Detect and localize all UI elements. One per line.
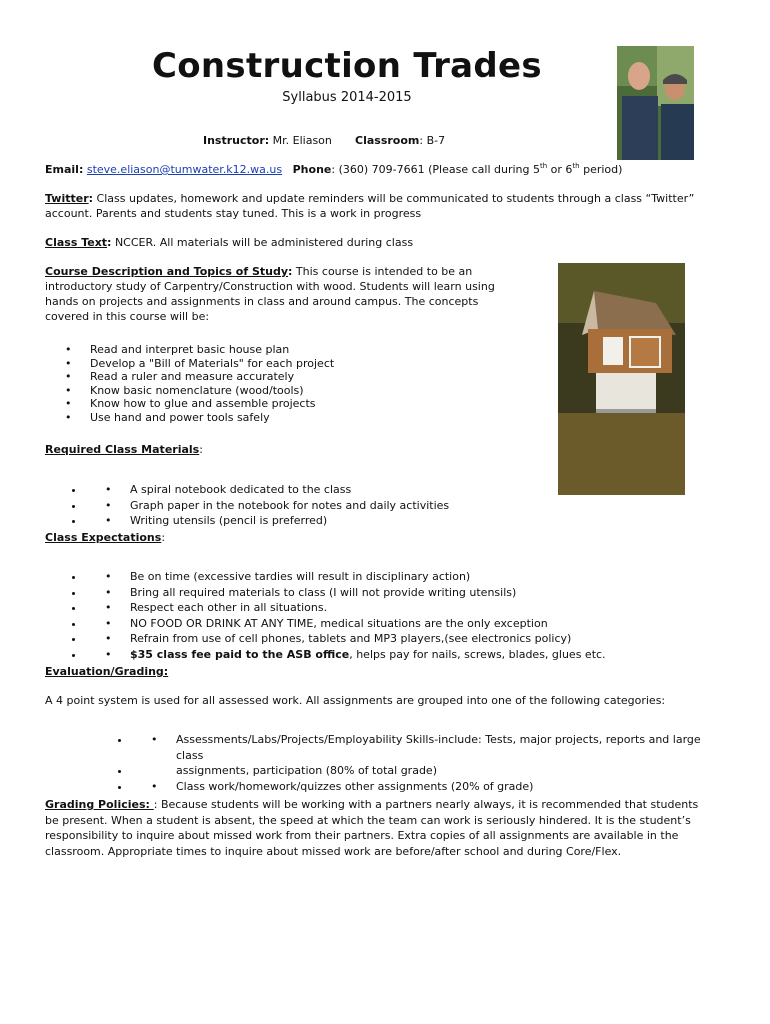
list-item: • • Be on time (excessive tardies will result in disciplinary action): [85, 569, 735, 585]
materials-heading: Required Class Materials:: [45, 443, 203, 456]
evaluation-label: Evaluation/Grading:: [45, 665, 169, 678]
materials-label: Required Class Materials: [45, 443, 200, 456]
list-item: • • A spiral notebook dedicated to the class: [85, 482, 525, 498]
phone-label: Phone: [292, 163, 332, 176]
grading-line-1: Grading Policies: : Because students will be working with a partners nearly always, it is recommended that students: [45, 798, 699, 811]
list-item: • Develop a "Bill of Materials" for each project: [65, 356, 335, 370]
phone-sup-1: th: [539, 162, 548, 170]
instructor-label: Instructor:: [203, 134, 270, 147]
contact-line: [45, 162, 622, 177]
fee-bold: $35 class fee paid to the ASB office: [130, 647, 350, 661]
expectations-list: [45, 558, 735, 673]
class-text-label: Class Text: [45, 236, 108, 249]
course-line-3: hands on projects and assignments in class and around campus. The concepts: [45, 295, 479, 308]
grading-line-4: classroom. Appropriate times to inquire about missed work are before/after school and during Core/Flex.: [45, 844, 622, 858]
list-item: • Use hand and power tools safely: [65, 410, 270, 424]
twitter-text-1: Class updates, homework and update reminders will be communicated to students through a class “Twitter”: [93, 192, 695, 205]
list-item: • • Class work/homework/quizzes other assignments (20% of grade): [131, 779, 731, 795]
phone-end: period): [579, 163, 623, 176]
course-line-1: Course Description and Topics of Study: This course is intended to be an: [45, 265, 473, 278]
course-description-label: Course Description and Topics of Study: [45, 265, 289, 278]
topics-list: [45, 343, 525, 424]
grading-policies: [45, 797, 745, 859]
page-subtitle: Syllabus 2014-2015: [282, 90, 412, 105]
evaluation-heading: [45, 664, 168, 679]
classroom-line: [355, 133, 445, 148]
course-line-4: covered in this course will be:: [45, 310, 210, 323]
course-line-2: introductory study of Carpentry/Construction with wood. Students will learn using: [45, 280, 495, 293]
twitter-line-2: account. Parents and students stay tuned. This is a work in progress: [45, 207, 422, 220]
grading-line-2: be present. When a student is absent, the speed at which the team can work is seriously hindered. It is the student’s: [45, 813, 691, 827]
evaluation-list: [91, 721, 731, 805]
page-title: Construction Trades: [152, 46, 542, 86]
list-item: • • NO FOOD OR DRINK AT ANY TIME, medical situations are the only exception: [85, 616, 735, 632]
grading-line-3: responsibility to inquire about missed work from their partners. Extra copies of all assignments are available in the: [45, 829, 679, 842]
instructor-line: [203, 133, 332, 148]
grading-policies-label: Grading Policies:: [45, 798, 154, 811]
twitter-label: Twitter: [45, 192, 89, 205]
instructor-photo: [617, 46, 694, 160]
expectations-label: Class Expectations: [45, 531, 162, 544]
twitter-section: [45, 191, 735, 221]
course-description: [45, 264, 525, 324]
phone-value: : (360) 709-7661 (Please call during 5: [331, 163, 540, 176]
list-item: • Know how to glue and assemble projects: [65, 397, 316, 410]
expectations-heading: Class Expectations:: [45, 531, 166, 544]
list-item: • • Writing utensils (pencil is preferred): [85, 513, 525, 529]
shed-project-photo: [558, 263, 685, 495]
list-item: • Know basic nomenclature (wood/tools): [65, 383, 304, 397]
email-link[interactable]: steve.eliason@tumwater.k12.wa.us: [86, 163, 283, 176]
instructor-value: Mr. Eliason: [269, 134, 332, 147]
list-item: • • Graph paper in the notebook for notes and daily activities: [85, 498, 525, 514]
class-text-line: Class Text: NCCER. All materials will be administered during class: [45, 236, 414, 249]
classroom-label: Classroom: [355, 134, 420, 147]
list-item: • • Assessments/Labs/Projects/Employability Skills-include: Tests, major projects, reports and large class: [131, 732, 731, 763]
list-item: • Read and interpret basic house plan: [65, 343, 290, 356]
phone-mid: or 6: [547, 163, 573, 176]
list-item: • • Bring all required materials to class (I will not provide writing utensils): [85, 585, 735, 601]
phone-sup-2: th: [572, 162, 580, 170]
email-label: Email:: [45, 163, 84, 176]
evaluation-intro: A 4 point system is used for all assessed work. All assignments are grouped into one of the following categories:: [45, 694, 666, 707]
classroom-value: : B-7: [419, 134, 446, 147]
twitter-line-1: Twitter: Class updates, homework and update reminders will be communicated to students through a class “Twitter”: [45, 192, 695, 205]
list-item: • • Respect each other in all situations.: [85, 600, 735, 616]
list-item-continuation: • assignments, participation (80% of total grade): [131, 763, 731, 779]
list-item: • • $35 class fee paid to the ASB office, helps pay for nails, screws, blades, glues etc.: [85, 647, 735, 663]
list-item: • • Refrain from use of cell phones, tablets and MP3 players,(see electronics policy): [85, 631, 735, 647]
class-text-value: NCCER. All materials will be administered during class: [111, 236, 414, 249]
list-item: • Read a ruler and measure accurately: [65, 370, 295, 383]
